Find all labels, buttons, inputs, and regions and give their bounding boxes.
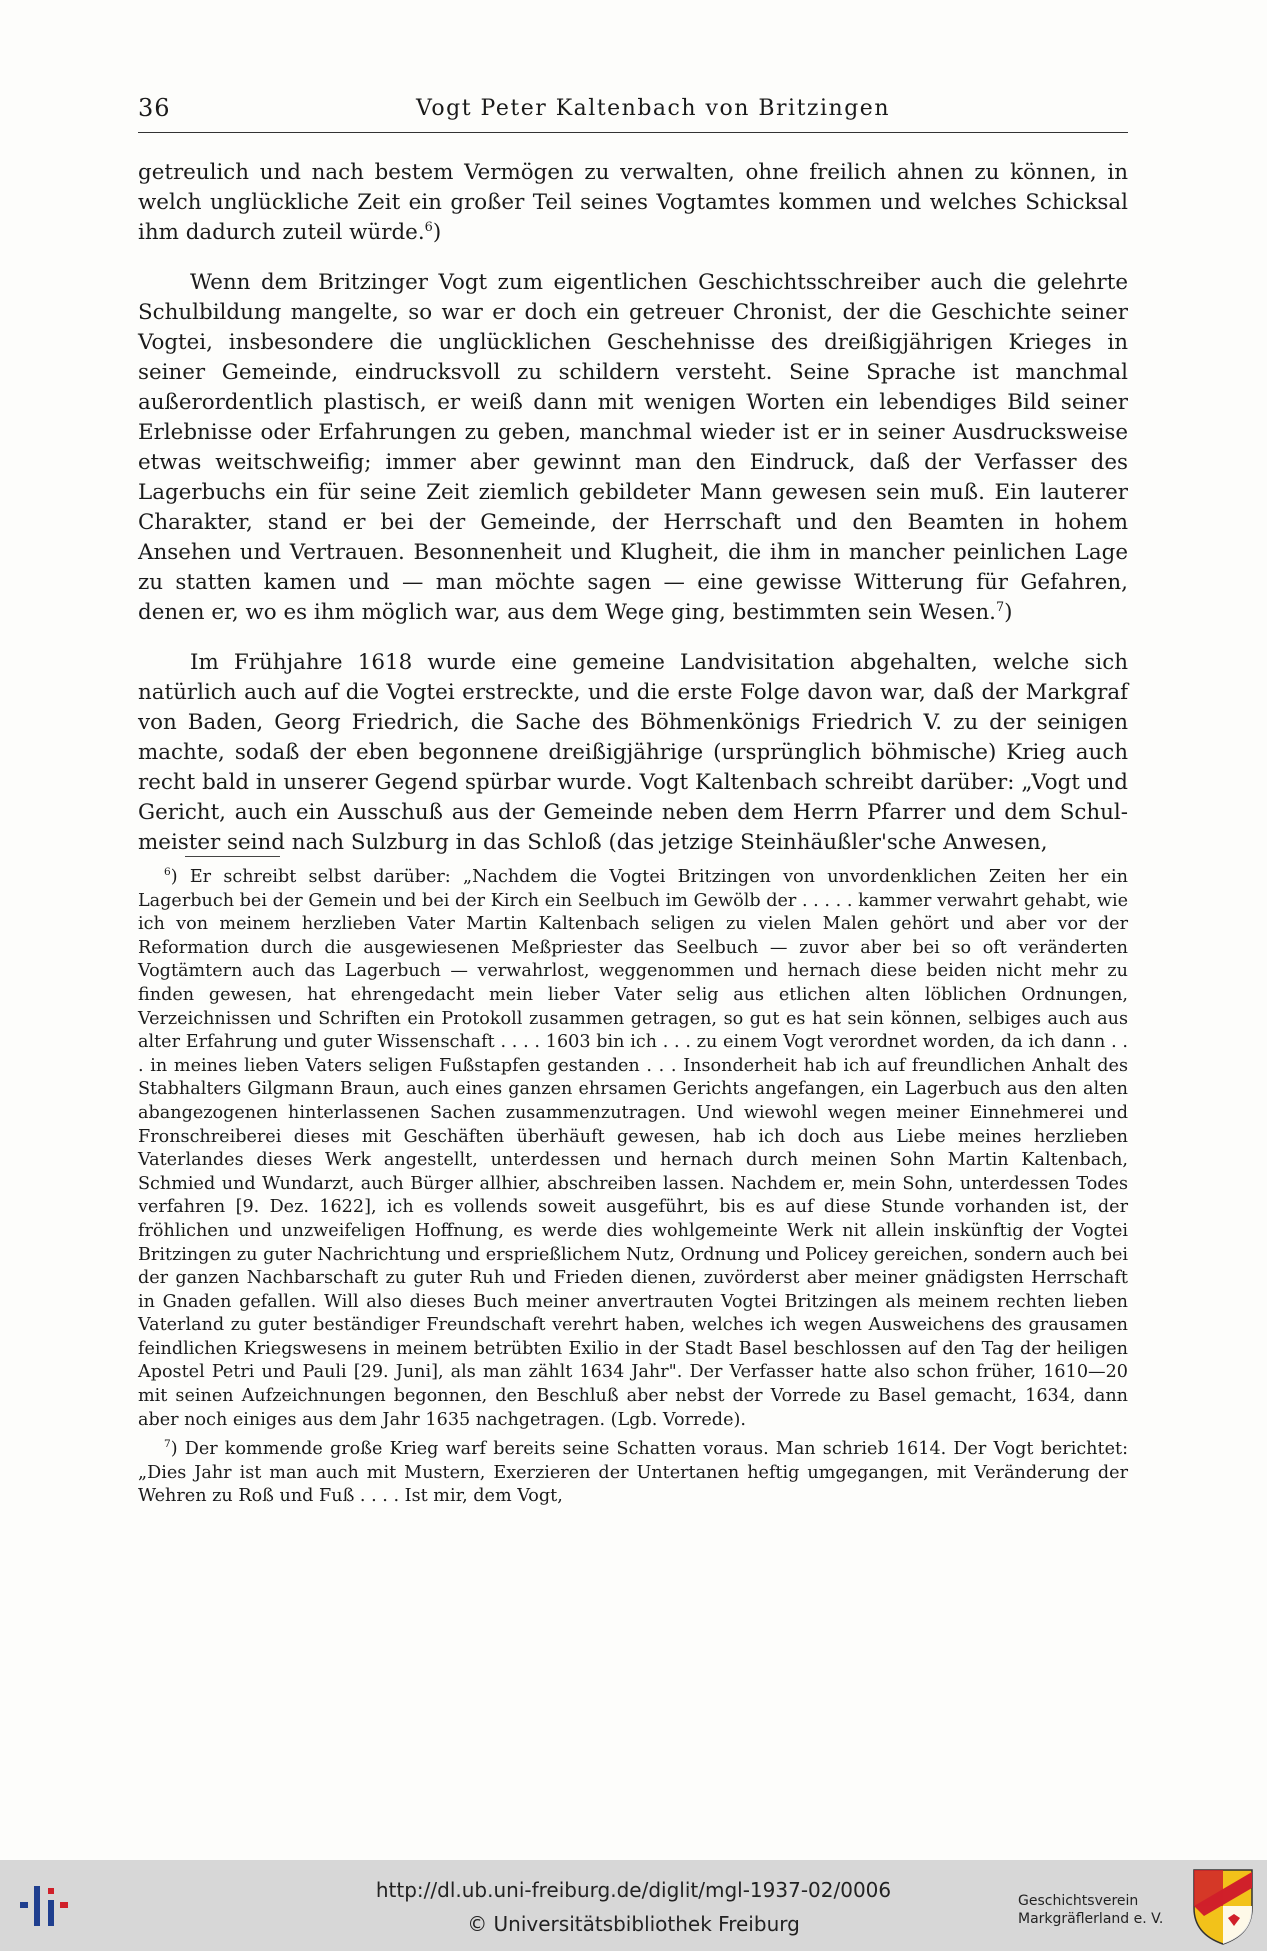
paragraph-text: ) [432,220,442,245]
footnotes [138,866,1128,1515]
footnote-text: ) Der kommende große Krieg warf bereits seine Schatten voraus. Man schrieb 1614. Der Vogt berichtet: „Dies Jahr ist man auch mit Mustern, Exerzieren der Untertanen heftig umgegangen, mit Veränderung der Wehren zu Roß und Fuß . . . . Ist mir, dem Vogt, [138,1439,1128,1507]
source-url-link[interactable]: http://dl.ub.uni-freiburg.de/diglit/mgl-1937-02/0006 [375,1878,892,1902]
running-title: Vogt Peter Kaltenbach von Britzingen [416,96,890,121]
footnote-ref: 7 [995,599,1005,615]
footer-bar [0,1860,1267,1951]
society-name [1018,1892,1188,1928]
society-name-line: Markgräflerland e. V. [1018,1911,1164,1927]
footnote-text: ) Er schreibt selbst darüber: „Nachdem die Vogtei Britzingen von unvordenklichen Zeiten her ein Lagerbuch bei der Gemein und bei der Kirch ein Seelbuch im Gewölb der . . . . . kammer verwahrt gehabt, wie ich von meinem herzlieben Vater Martin Kaltenbach seligen zu vielen Malen gehört und aber vor der Reformation durch die ausgewiesenen Meßpriester das Seelbuch — zuvor aber bei so oft veränderten Vogtämtern auch das Lagerbuch — verwahrlost, weggenommen und hernach diese beiden nicht mehr zu finden gewesen, hat ehrengedacht mein lieber Vater selig aus etlichen alten löblichen Ordnungen, Verzeichnissen und Schriften ein Protokoll zusammen getragen, so gut es hat sein können, selbiges auch aus alter Erfahrung und guter Wissenschaft . . . . 1603 bin ich . . . zu einem Vogt verordnet worden, da ich dann . . . in meines lieben Vaters seligen Fußstapfen gestanden . . . Insonderheit hab ich auf freundlichen Anhalt des Stabhalters Gilgmann Braun, auch eines ganzen ehrsamen Gerichts angefangen, ein Lagerbuch aus den alten abangezogenen hinterlassenen Sachen zusammenzutragen. Und wiewohl wegen meiner Einnehmerei und Fronschreiberei dieses mit Geschäften überhäuft gewesen, hab ich doch aus Liebe meines herzlieben Vaterlandes dieses Werk angestellt, unterdessen und hernach durch meinen Sohn Martin Kaltenbach, Schmied und Wundarzt, auch Bürger allhier, abschreiben lassen. Nachdem er, mein Sohn, unterdessen Todes verfahren [9. Dez. 1622], ich es vollends soweit ausgeführt, bis es auf diese Stunde vorhanden ist, der fröhlichen und unzweifeligen Hoffnung, es werde dies wohlgemeinte Werk nit allein inskünftig der Vogtei Britzingen zu guter Nachrichtung und ersprießlichem Nutz, Ordnung und Policey gereichen, sondern auch bei der ganzen Nachbarschaft zu guter Ruh und Frieden dienen, zuvörderst aber meiner gnädigsten Herrschaft in Gnaden gefallen. Will also dieses Buch meiner anvertrauten Vogtei Britzingen als meinem rechten lieben Vaterland zu guter beständiger Freundschaft verehrt haben, welches ich wegen Ausweichens des grausamen feindlichen Kriegswesens in meinem betrübten Exilio in der Stadt Basel beschlossen auf den Tag der heiligen Apostel Petri und Pauli [29. Juni], als man zählt 1634 Jahr". Der Verfasser hatte also schon früher, 1610—20 mit seinen Aufzeichnungen begonnen, den Beschluß aber nebst der Vorrede zu Basel gemacht, 1634, dann aber noch einiges aus dem Jahr 1635 nachgetragen. (Lgb. Vorrede). [138,867,1128,1430]
paragraph-text: getreulich und nach bestem Vermögen zu verwalten, ohne freilich ahnen zu können, in welch unglückliche Zeit ein großer Teil seines Vogtamtes kommen und welches Schicksal ihm dadurch zuteil würde. [138,160,1128,245]
paragraph-text: ) [1004,600,1013,625]
paragraph [138,158,1128,248]
coat-of-arms-icon [1190,1866,1256,1946]
copyright-text: © Universitätsbibliothek Freiburg [467,1912,800,1936]
footnote-ref: 6 [424,219,433,235]
footnote [138,1438,1128,1509]
page-header [138,92,1128,133]
society-name-line: Geschichtsverein [1018,1893,1139,1909]
footnote-divider [185,856,280,857]
main-text [138,158,1128,878]
paragraph-text: Wenn dem Britzinger Vogt zum eigentlichen Geschichtsschreiber auch die gelehrte Schulbildung mangelte, so war er doch ein getreuer Chronist, der die Geschichte seiner Vogtei, insbesondere die unglücklichen Geschehnisse des dreißigjährigen Krieges in seiner Gemeinde, eindrucksvoll zu schildern versteht. Seine Sprache ist manchmal außerordentlich plastisch, er weiß dann mit wenigen Worten ein lebendiges Bild seiner Erlebnisse oder Erfahrungen zu geben, manchmal wieder ist er in seiner Ausdrucksweise etwas weitschweifig; immer aber gewinnt man den Eindruck, daß der Verfasser des Lagerbuchs ein für seine Zeit ziemlich gebildeter Mann gewesen sein muß. Ein lauterer Charakter, stand er bei der Gemeinde, der Herrschaft und den Beamten in hohem Ansehen und Vertrauen. Besonnenheit und Klugheit, die ihm in mancher peinlichen Lage zu statten kamen und — man möchte sagen — eine gewisse Witterung für Gefahren, denen er, wo es ihm möglich war, aus dem Wege ging, bestimmten sein Wesen. [138,270,1128,625]
paragraph [138,268,1128,628]
footnote-mark: 7 [164,1438,171,1451]
footnote-mark: 6 [164,866,171,879]
paragraph: Im Frühjahre 1618 wurde eine gemeine Landvisitation abgehalten, welche sich natürlich auch auf die Vogtei erstreckte, und die erste Folge davon war, daß der Markgraf von Baden, Georg Friedrich, die Sache des Böhmenkönigs Friedrich V. zu der seinigen machte, sodaß der eben begonnene dreißigjährige (ursprünglich böhmische) Krieg auch recht bald in unserer Gegend spürbar wurde. Vogt Kaltenbach schreibt darüber: „Vogt und Gericht, auch ein Ausschuß aus der Gemeinde neben dem Herrn Pfarrer und dem Schulmeister seind nach Sulzburg in das Schloß (das jetzige Steinhäußler'sche Anwesen, [138,650,1128,855]
page-number: 36 [138,94,171,122]
footnote [138,866,1128,1432]
